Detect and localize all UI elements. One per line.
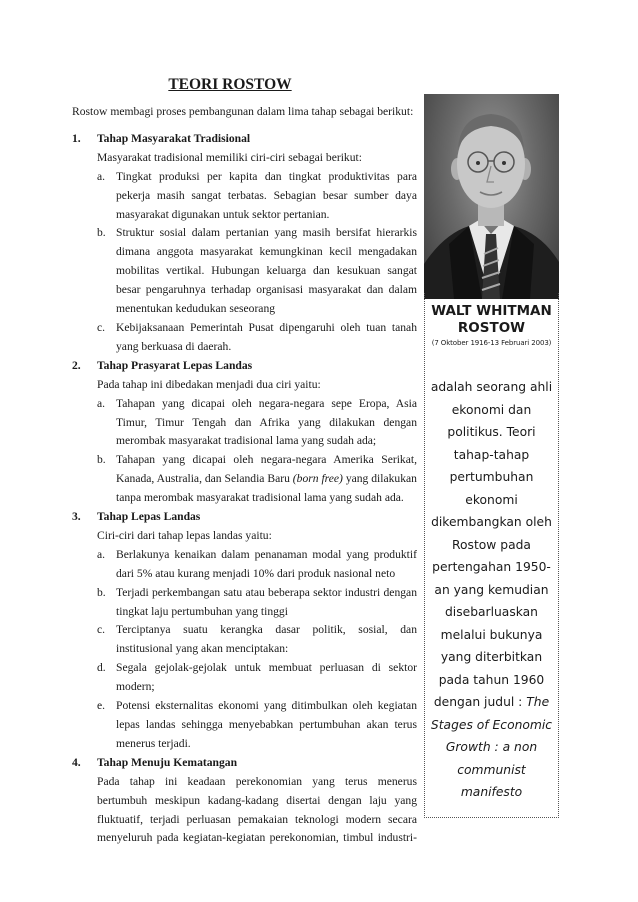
section-number: 3. <box>72 510 81 524</box>
list-item <box>72 584 417 622</box>
list-item <box>72 659 417 697</box>
person-name-line: WALT WHITMAN <box>431 303 552 319</box>
portrait-photo <box>424 94 559 299</box>
section-heading: Tahap Menuju Kematangan <box>97 755 238 769</box>
section-3 <box>72 508 417 754</box>
section-description: Masyarakat tradisional memiliki ciri-ciri sebagai berikut: <box>97 150 362 164</box>
section-description: Ciri-ciri dari tahap lepas landas yaitu: <box>97 528 272 542</box>
item-letter: a. <box>97 547 106 561</box>
item-letter: b. <box>97 226 106 240</box>
list-item <box>72 451 417 508</box>
section-description: Pada tahap ini keadaan perekonomian yang terus menerus bertumbuh meskipun kadang-kadang disertai dengan laju yang fluktuatif, terjadi perluasan pemakaian teknologi modern secara menyeluruh pada kegiatan-kegiatan perekonomian, timbul industri- <box>97 774 417 845</box>
item-text: Struktur sosial dalam pertanian yang masih bersifat hierarkis dimana anggota masyarakat kemungkinan kecil mengadakan mobilitas vertikal. Hubungan keluarga dan kesukuan sangat besar pengaruhnya terhadap organisasi masyarakat dan dalam menentukan kedudukan seseorang <box>116 226 417 316</box>
page-title: TEORI ROSTOW <box>168 76 292 93</box>
portrait-illustration <box>424 94 559 299</box>
main-text <box>72 103 417 848</box>
item-letter: b. <box>97 585 106 599</box>
section-number: 2. <box>72 358 81 372</box>
section-2 <box>72 357 417 508</box>
list-item <box>72 224 417 319</box>
person-name <box>425 303 558 337</box>
item-letter: a. <box>97 396 106 410</box>
description-text: adalah seorang ahli ekonomi dan politikus. Teori tahap-tahap pertumbuhan ekonomi dikembangkan oleh Rostow pada pertengahan 1950-an yang kemudian disebarluaskan melalui bukunya yang diterbitkan pada tahun 1960 dengan judul : <box>430 380 553 709</box>
section-description: Pada tahap ini dibedakan menjadi dua ciri yaitu: <box>97 377 321 391</box>
section-1 <box>72 130 417 357</box>
item-text: Tahapan yang dicapai oleh negara-negara sepe Eropa, Asia Timur, Timur Tengah dan Afrika yang dilakukan dengan merombak masyarakat tradisional lama yang sudah ada; <box>116 396 417 448</box>
section-number: 1. <box>72 131 81 145</box>
person-dates: (7 Oktober 1916-13 Februari 2003) <box>431 339 552 347</box>
list-item <box>72 168 417 225</box>
intro-paragraph: Rostow membagi proses pembangunan dalam lima tahap sebagai berikut: <box>72 105 414 118</box>
item-text: Tingkat produksi per kapita dan tingkat produktivitas para pekerja masih sangat terbatas. Sebagian besar sumber daya masyarakat digunakan untuk sektor pertanian. <box>116 169 417 221</box>
section-heading: Tahap Lepas Landas <box>97 510 201 524</box>
item-text: Terciptanya suatu kerangka dasar politik, sosial, dan institusional yang akan menciptakan: <box>116 623 417 656</box>
book-title: The Stages of Economic Growth : a non communist manifesto <box>430 695 553 799</box>
item-text: Kebijaksanaan Pemerintah Pusat dipengaruhi oleh tuan tanah yang berkuasa di daerah. <box>116 320 417 353</box>
item-letter: b. <box>97 453 106 467</box>
item-text-part: yang dilakukan tanpa merombak masyarakat tradisional lama yang sudah ada. <box>116 472 417 505</box>
section-4 <box>72 754 417 849</box>
item-text-italic: (born free) <box>292 472 343 486</box>
sidebar-box <box>424 293 559 818</box>
item-text: Terjadi perkembangan satu atau beberapa sektor industri dengan tingkat laju pertumbuhan yang tinggi <box>116 585 417 618</box>
person-description <box>429 376 554 804</box>
item-text <box>116 451 417 508</box>
section-heading: Tahap Prasyarat Lepas Landas <box>97 358 253 372</box>
person-name-line: ROSTOW <box>457 320 526 336</box>
list-item <box>72 697 417 754</box>
item-letter: d. <box>97 661 106 675</box>
section-heading: Tahap Masyarakat Tradisional <box>97 131 251 145</box>
list-item <box>72 395 417 452</box>
item-letter: a. <box>97 169 106 183</box>
list-item <box>72 546 417 584</box>
item-letter: c. <box>97 623 106 637</box>
item-letter: c. <box>97 320 106 334</box>
item-text-part: Tahapan yang dicapai oleh negara-negara Amerika Serikat, Kanada, Australia, dan Selandia Baru <box>116 453 417 486</box>
item-text: Berlakunya kenaikan dalam penanaman modal yang produktif dari 5% atau kurang menjadi 10% dari produk nasional neto <box>116 547 417 580</box>
item-text: Segala gejolak-gejolak untuk membuat perluasan di sektor modern; <box>116 661 417 694</box>
section-number: 4. <box>72 755 81 769</box>
list-item <box>72 621 417 659</box>
item-text: Potensi eksternalitas ekonomi yang ditimbulkan oleh kegiatan lepas landas sehingga menyebabkan pertumbuhan akan terus menerus terjadi. <box>116 699 417 750</box>
list-item <box>72 319 417 357</box>
item-letter: e. <box>97 699 106 713</box>
